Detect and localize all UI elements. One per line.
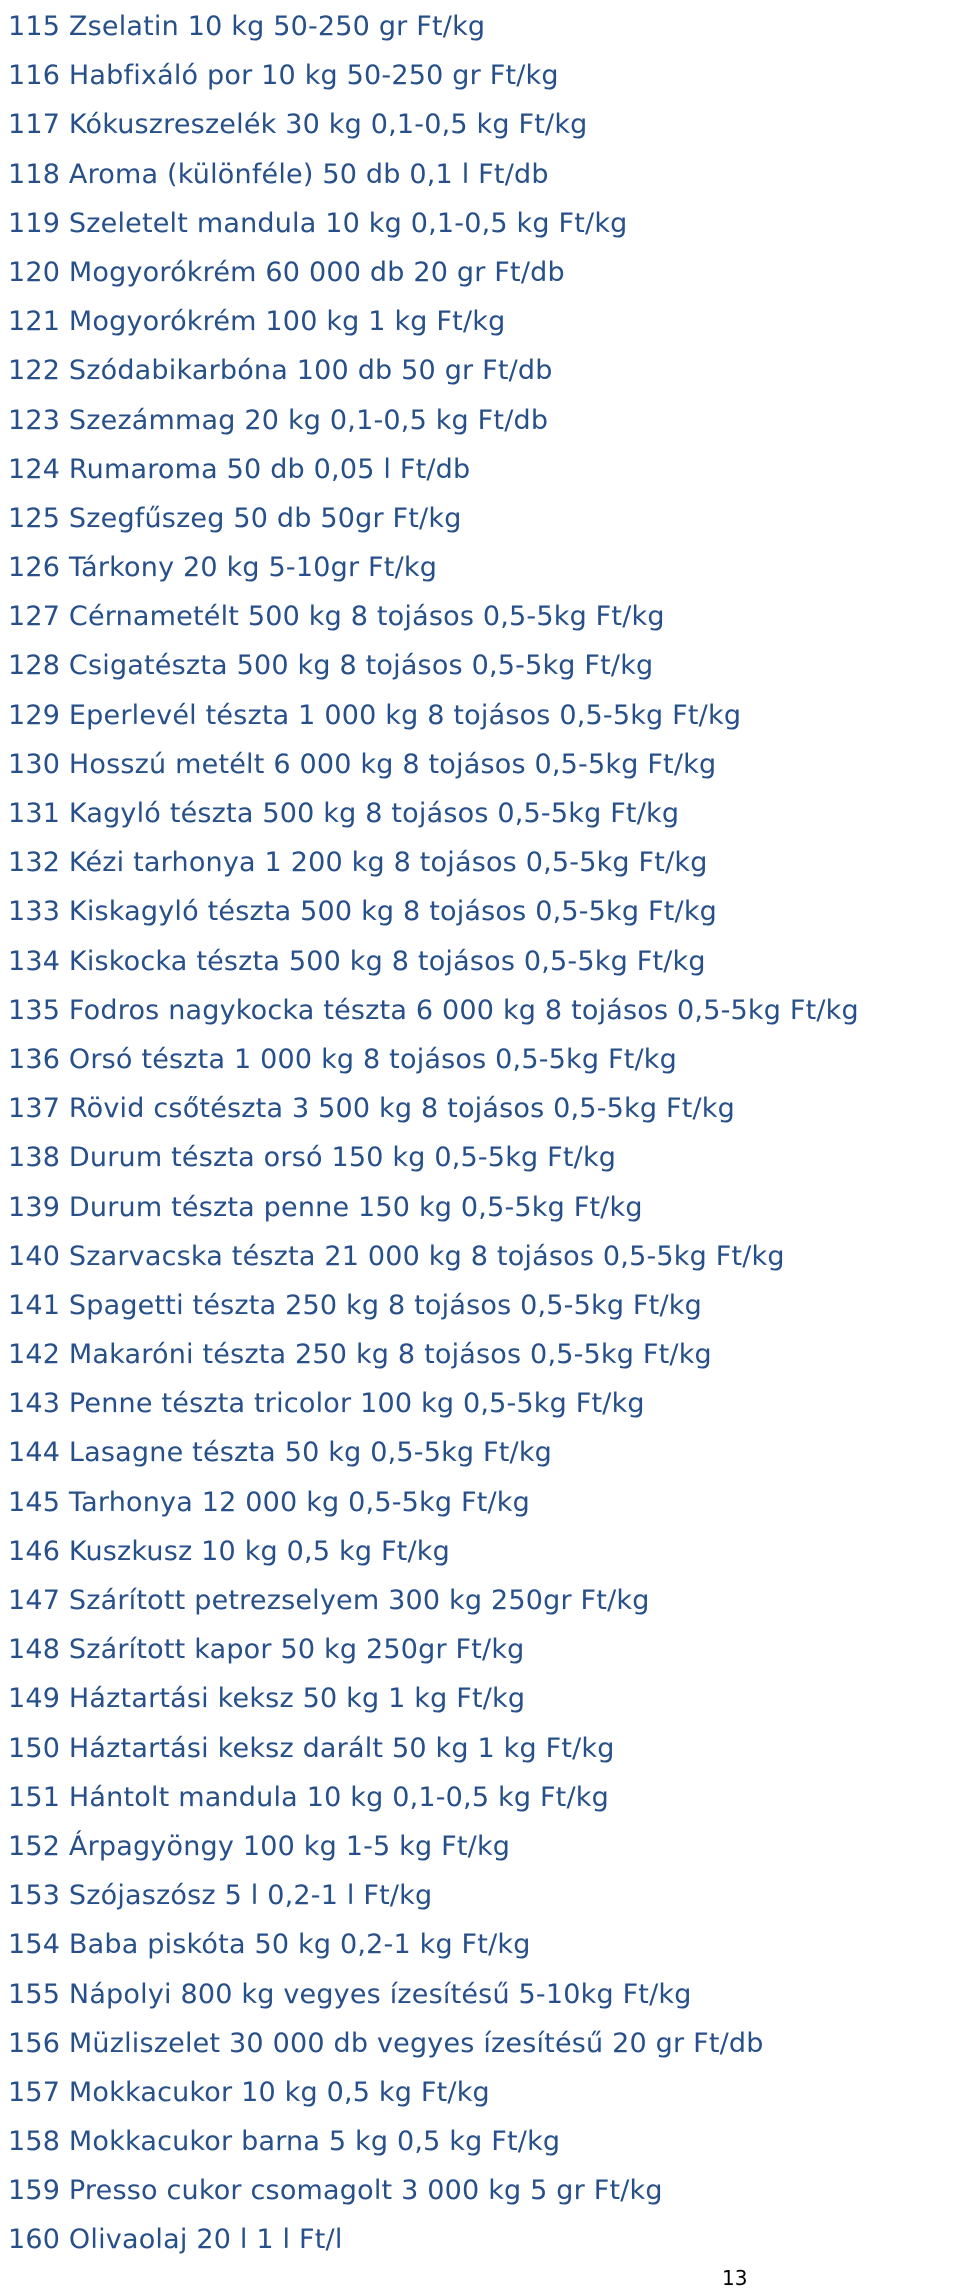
list-item: 124 Rumaroma 50 db 0,05 l Ft/db [8,453,471,485]
list-item: 132 Kézi tarhonya 1 200 kg 8 tojásos 0,5-5kg Ft/kg [8,847,708,879]
list-item: 155 Nápolyi 800 kg vegyes ízesítésű 5-10kg Ft/kg [8,1978,692,2010]
list-item: 136 Orsó tészta 1 000 kg 8 tojásos 0,5-5kg Ft/kg [8,1043,677,1075]
list-item: 138 Durum tészta orsó 150 kg 0,5-5kg Ft/kg [8,1142,617,1174]
list-item: 125 Szegfűszeg 50 db 50gr Ft/kg [8,502,462,534]
list-item: 131 Kagyló tészta 500 kg 8 tojásos 0,5-5kg Ft/kg [8,798,680,829]
list-item: 123 Szezámmag 20 kg 0,1-0,5 kg Ft/db [8,404,549,436]
list-item: 117 Kókuszreszelék 30 kg 0,1-0,5 kg Ft/kg [8,109,588,141]
list-item: 135 Fodros nagykocka tészta 6 000 kg 8 tojásos 0,5-5kg Ft/kg [8,994,859,1026]
list-item: 142 Makaróni tészta 250 kg 8 tojásos 0,5-5kg Ft/kg [8,1339,712,1371]
list-item: 160 Olivaolaj 20 l 1 l Ft/l [8,2224,343,2256]
list-item: 151 Hántolt mandula 10 kg 0,1-0,5 kg Ft/kg [8,1781,609,1813]
list-item: 139 Durum tészta penne 150 kg 0,5-5kg Ft/kg [8,1191,643,1223]
list-item: 146 Kuszkusz 10 kg 0,5 kg Ft/kg [8,1535,450,1567]
list-item: 147 Szárított petrezselyem 300 kg 250gr Ft/kg [8,1585,650,1616]
list-item: 116 Habfixáló por 10 kg 50-250 gr Ft/kg [8,60,559,92]
list-item: 121 Mogyorókrém 100 kg 1 kg Ft/kg [8,306,506,338]
list-item: 134 Kiskocka tészta 500 kg 8 tojásos 0,5-5kg Ft/kg [8,945,706,977]
list-item: 152 Árpagyöngy 100 kg 1-5 kg Ft/kg [8,1830,511,1862]
list-item: 119 Szeletelt mandula 10 kg 0,1-0,5 kg Ft/kg [8,207,628,239]
list-item: 145 Tarhonya 12 000 kg 0,5-5kg Ft/kg [8,1486,530,1518]
list-item: 153 Szójaszósz 5 l 0,2-1 l Ft/kg [8,1880,433,1912]
page-number: 13 [722,2266,748,2290]
list-item: 149 Háztartási keksz 50 kg 1 kg Ft/kg [8,1683,526,1715]
list-item: 129 Eperlevél tészta 1 000 kg 8 tojásos 0,5-5kg Ft/kg [8,699,742,731]
list-item: 127 Cérnametélt 500 kg 8 tojásos 0,5-5kg Ft/kg [8,601,665,633]
list-item: 126 Tárkony 20 kg 5-10gr Ft/kg [8,552,438,584]
list-item: 143 Penne tészta tricolor 100 kg 0,5-5kg Ft/kg [8,1388,645,1420]
list-item: 154 Baba piskóta 50 kg 0,2-1 kg Ft/kg [8,1929,531,1961]
list-item: 156 Müzliszelet 30 000 db vegyes ízesítésű 20 gr Ft/db [8,2027,764,2059]
price-list [8,2,960,2265]
list-item: 137 Rövid csőtészta 3 500 kg 8 tojásos 0,5-5kg Ft/kg [8,1093,735,1125]
list-item: 157 Mokkacukor 10 kg 0,5 kg Ft/kg [8,2076,490,2108]
list-item: 120 Mogyorókrém 60 000 db 20 gr Ft/db [8,256,565,288]
list-item: 144 Lasagne tészta 50 kg 0,5-5kg Ft/kg [8,1437,553,1469]
list-item: 140 Szarvacska tészta 21 000 kg 8 tojásos 0,5-5kg Ft/kg [8,1240,785,1272]
list-item: 158 Mokkacukor barna 5 kg 0,5 kg Ft/kg [8,2126,561,2158]
list-item: 159 Presso cukor csomagolt 3 000 kg 5 gr Ft/kg [8,2175,663,2207]
list-item: 115 Zselatin 10 kg 50-250 gr Ft/kg [8,11,486,42]
list-item: 130 Hosszú metélt 6 000 kg 8 tojásos 0,5-5kg Ft/kg [8,748,717,780]
list-item: 141 Spagetti tészta 250 kg 8 tojásos 0,5-5kg Ft/kg [8,1289,702,1321]
list-item: 118 Aroma (különféle) 50 db 0,1 l Ft/db [8,158,549,190]
list-item: 128 Csigatészta 500 kg 8 tojásos 0,5-5kg Ft/kg [8,650,654,682]
list-item: 133 Kiskagyló tészta 500 kg 8 tojásos 0,5-5kg Ft/kg [8,896,717,928]
list-item: 122 Szódabikarbóna 100 db 50 gr Ft/db [8,355,553,387]
list-item: 148 Szárított kapor 50 kg 250gr Ft/kg [8,1634,525,1666]
list-item: 150 Háztartási keksz darált 50 kg 1 kg Ft/kg [8,1732,615,1764]
